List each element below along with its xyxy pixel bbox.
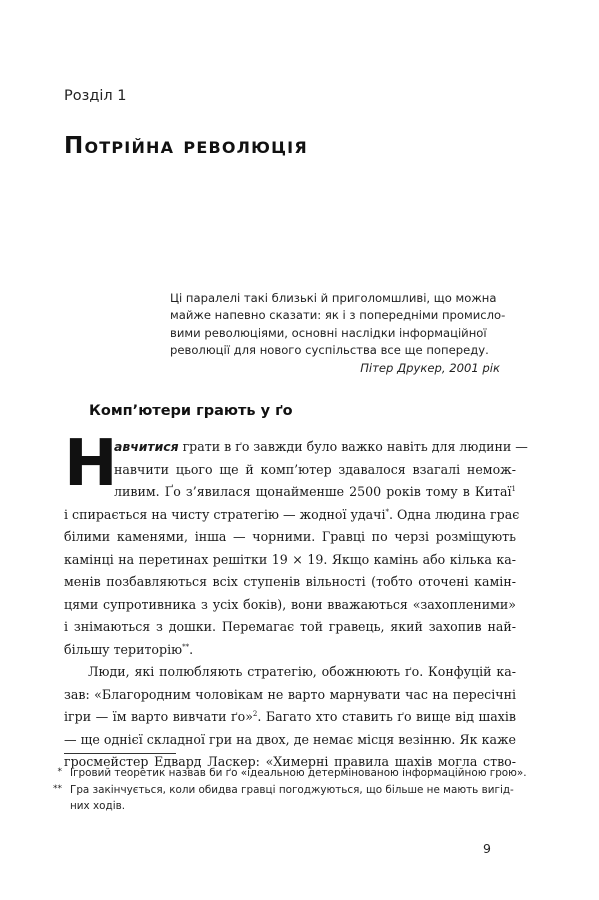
text-line xyxy=(64,481,516,504)
footnote-text: Гра закінчується, коли обидва гравці погоджуються, що більше не мають вигід- xyxy=(70,783,514,796)
text-fragment: . Одна людина грає xyxy=(389,506,520,522)
section-heading: Комп’ютери грають у ґо xyxy=(89,403,293,419)
footnote-ref[interactable]: ** xyxy=(182,642,190,651)
epigraph-line: майже напевно сказати: як і з попередніми промисло- xyxy=(170,308,506,323)
footnote-text: Ігровий теоретик назвав би ґо «ідеальною детермінованою інформаційною грою». xyxy=(70,767,527,779)
lead-word: авчитися xyxy=(114,439,179,454)
text-fragment: ливим. Ґо з’явилася щонайменше 2500 років тому в Китаї xyxy=(114,484,512,499)
text-line xyxy=(64,504,520,527)
text-line: — ще однієї складної гри на двох, де немає місця везінню. Як каже xyxy=(64,731,516,747)
text-fragment: і спирається на чисту стратегію — жодної удачі xyxy=(64,506,386,522)
body-text xyxy=(64,427,528,774)
footnote xyxy=(40,782,520,815)
drop-cap: Н xyxy=(64,427,118,501)
text-fragment: більшу територію xyxy=(64,641,183,657)
text-line: камінці на перетинах решітки 19 × 19. Якщо камінь або кілька ка- xyxy=(64,551,516,567)
footnotes xyxy=(40,765,527,815)
epigraph-line: Ці паралелі такі близькі й приголомшливі, що можна xyxy=(170,291,497,305)
text-line: гросмейстер Едвард Ласкер: «Химерні правила шахів могла ство- xyxy=(64,754,516,769)
footnote-mark: * xyxy=(57,767,62,777)
text-fragment: . Багато хто ставить ґо вище від шахів xyxy=(257,709,516,724)
chapter-label: Розділ 1 xyxy=(64,88,127,104)
text-line xyxy=(64,706,516,729)
footnote-ref[interactable]: * xyxy=(385,507,390,516)
text-fragment: ігри — їм варто вивчати ґо» xyxy=(64,709,253,724)
text-fragment: . xyxy=(189,641,194,657)
text-line: менів позбавляються всіх ступенів вільності (тобто оточені камін- xyxy=(64,574,516,589)
text-line: Люди, які полюбляють стратегію, обожнюють ґо. Конфуцій ка- xyxy=(88,664,516,679)
endnote-ref[interactable]: 1 xyxy=(511,484,516,493)
epigraph-author: Пітер Друкер, 2001 рік xyxy=(360,360,500,375)
text-line: зав: «Благородним чоловікам не варто марнувати час на пересічні xyxy=(64,686,516,702)
epigraph xyxy=(170,290,516,377)
text-line: білими каменями, інша — чорними. Гравці по черзі розміщують xyxy=(64,529,516,544)
text-fragment: грати в ґо завжди було важко навіть для людини — xyxy=(178,439,528,454)
endnote-ref[interactable]: 2 xyxy=(252,709,258,718)
footnote-divider xyxy=(64,753,176,754)
text-line: і знімаються з дошки. Перемагає той гравець, який захопив най- xyxy=(64,619,516,634)
footnote xyxy=(40,765,527,782)
epigraph-line: вими революціями, основні наслідки інформаційної xyxy=(170,325,487,340)
text-line xyxy=(64,436,528,459)
page-number: 9 xyxy=(483,841,491,856)
epigraph-line: революції для нового суспільства все ще попереду. xyxy=(170,343,489,358)
text-line: навчити цього ще й комп’ютер здавалося взагалі немож- xyxy=(114,461,516,477)
text-line xyxy=(64,639,516,662)
footnote-text: них ходів. xyxy=(70,800,126,812)
footnote-mark: ** xyxy=(53,783,62,794)
text-line: цями супротивника з усіх боків), вони вважаються «захопленими» xyxy=(64,596,516,612)
chapter-title: Потрійна революція xyxy=(64,133,308,159)
